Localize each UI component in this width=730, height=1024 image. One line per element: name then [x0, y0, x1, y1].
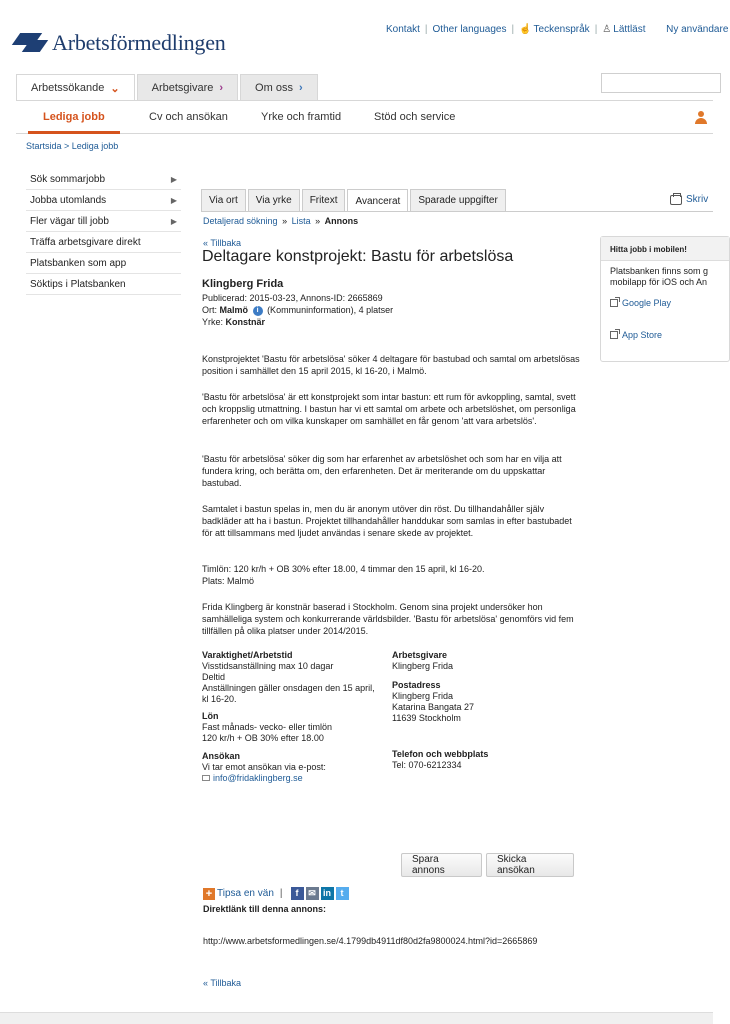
subnav-yrke-och-framtid[interactable]: Yrke och framtid: [261, 111, 342, 123]
sidebar: [26, 169, 181, 295]
arbetsgivare-heading: Arbetsgivare: [392, 650, 448, 660]
ad-paragraph: Samtalet i bastun spelas in, men du är anonym utöver din röst. Du tillhandahåller själv badkläder att ha i bastun. Projektet tillhandahåller handdukar som samlas in efter bastubadet för att tillsammans med ljudet användas i senare skede av projektet.: [202, 504, 572, 538]
chevron-right-icon: ›: [219, 81, 224, 94]
varaktighet-heading: Varaktighet/Arbetstid: [202, 650, 293, 660]
user-icon[interactable]: [695, 111, 707, 124]
chevron-right-icon: ›: [298, 81, 303, 94]
back-link-bottom[interactable]: « Tillbaka: [203, 978, 242, 988]
sidebar-item-jobba-utomlands[interactable]: Jobba utomlands ▶: [26, 190, 181, 211]
tabs-divider: [201, 211, 713, 212]
ad-paragraph: Frida Klingberg är konstnär baserad i Stockholm. Genom sina projekt undersöker hon samhälleliga system och konkurrerande världsbilder. 'Bastu för arbetslösa' genomförs vid fem tillfällen på olika platser under 2014/2015.: [202, 602, 574, 636]
tab-arbetssokande[interactable]: Arbetssökande ⌄: [16, 74, 135, 101]
link-teckensprak[interactable]: Teckenspråk: [533, 24, 590, 35]
sidebar-item-sok-sommarjobb[interactable]: Sök sommarjobb ▶: [26, 169, 181, 190]
lon-heading: Lön: [202, 711, 219, 721]
ad-paragraph: 'Bastu för arbetslösa' söker dig som har erfarenhet av arbetslöshet och som har en vilja att fundera kring, och berätta om, den erfarenheten. Det är meriterande om du uppskattar bastubad.: [202, 454, 562, 488]
employer-name: Klingberg Frida: [202, 278, 284, 290]
tipsa-link[interactable]: Tipsa en vän: [217, 888, 274, 899]
google-play-link[interactable]: Google Play: [610, 298, 671, 308]
sub-navigation: [16, 100, 713, 134]
plus-icon: +: [203, 888, 215, 900]
logo-text: Arbetsförmedlingen: [52, 30, 226, 55]
tab-avancerat[interactable]: Avancerat: [347, 189, 408, 212]
back-link-top[interactable]: « Tillbaka: [203, 238, 242, 248]
search-tabs: [201, 189, 508, 212]
print-button[interactable]: Skriv: [670, 194, 708, 205]
postadress-heading: Postadress: [392, 680, 441, 690]
crumb-annons: Annons: [324, 216, 359, 226]
subnav-stod-och-service[interactable]: Stöd och service: [374, 111, 456, 123]
link-other-languages[interactable]: Other languages: [432, 24, 507, 35]
tab-via-ort[interactable]: Via ort: [201, 189, 246, 211]
ad-details-right: Arbetsgivare Klingberg Frida Postadress Klingberg Frida Katarina Bangata 27 11639 Stockholm Telefon och webbplats Tel: 070-6212334: [392, 650, 582, 771]
linkedin-icon[interactable]: in: [321, 887, 334, 900]
published-info: Publicerad: 2015-03-23, Annons-ID: 2665869: [202, 293, 383, 303]
facebook-icon[interactable]: f: [291, 887, 304, 900]
mobile-box-title: Hitta jobb i mobilen!: [601, 237, 729, 261]
mail-icon: [202, 775, 210, 781]
link-kontakt[interactable]: Kontakt: [386, 24, 420, 35]
subnav-cv-och-ansokan[interactable]: Cv och ansökan: [149, 111, 228, 123]
app-store-link[interactable]: App Store: [610, 330, 662, 340]
ad-meta: Publicerad: 2015-03-23, Annons-ID: 2665869 Ort: Malmö i (Kommuninformation), 4 platser Yrke: Konstnär: [202, 293, 394, 327]
external-link-icon: [610, 331, 618, 339]
arrow-right-icon: ▶: [170, 216, 177, 226]
easy-read-icon: ♙: [602, 24, 612, 35]
ort-value: Malmö: [219, 305, 249, 315]
email-link[interactable]: info@fridaklingberg.se: [213, 773, 303, 783]
tab-fritext[interactable]: Fritext: [302, 189, 346, 211]
direct-link-url[interactable]: http://www.arbetsformedlingen.se/4.1799db4911df80d2fa9800024.html?id=2665869: [203, 936, 538, 946]
crumb-lista[interactable]: Lista: [291, 216, 311, 226]
ad-details-left: Varaktighet/Arbetstid Visstidsanställning max 10 dagar Deltid Anställningen gäller onsdagen den 15 april, kl 16-20. Lön Fast månads- vecko- eller timlön 120 kr/h + OB 30% efter 18.00 Ansökan Vi tar emot ansökan via e-post: info@fridaklingberg.se: [202, 650, 392, 784]
search-input[interactable]: [601, 73, 721, 93]
share-bar: + Tipsa en vän | f ✉ in t: [203, 887, 349, 900]
crumb-detaljerad-sokning[interactable]: Detaljerad sökning: [203, 216, 278, 226]
link-lattlast[interactable]: Lättläst: [613, 24, 646, 35]
arrow-right-icon: ▶: [170, 195, 177, 205]
arrow-right-icon: ▶: [170, 174, 177, 184]
top-links: Kontakt | Other languages | ☝ Teckenspråk | ♙ Lättläst Ny användare: [386, 24, 729, 35]
twitter-icon[interactable]: t: [336, 887, 349, 900]
mobile-app-box: [600, 236, 730, 362]
sidebar-item-fler-vagar[interactable]: Fler vägar till jobb ▶: [26, 211, 181, 232]
sidebar-item-platsbanken-app[interactable]: Platsbanken som app: [26, 253, 181, 274]
ansokan-heading: Ansökan: [202, 751, 241, 761]
search-breadcrumb: Detaljerad sökning » Lista » Annons: [203, 216, 359, 226]
link-ny-anvandare[interactable]: Ny användare: [666, 24, 729, 35]
sidebar-item-soktips[interactable]: Söktips i Platsbanken: [26, 274, 181, 295]
logo-mark-icon: [12, 33, 46, 53]
ad-paragraph: Plats: Malmö: [202, 576, 255, 586]
sidebar-item-traffa-arbetsgivare[interactable]: Träffa arbetsgivare direkt: [26, 232, 181, 253]
telefon-heading: Telefon och webbplats: [392, 749, 489, 759]
chevron-down-icon: ⌄: [110, 82, 120, 95]
save-ad-button[interactable]: Spara annons: [401, 853, 482, 877]
tab-sparade-uppgifter[interactable]: Sparade uppgifter: [410, 189, 506, 211]
logo[interactable]: [12, 30, 226, 56]
ad-paragraph: Konstprojektet 'Bastu för arbetslösa' söker 4 deltagare för bastubad och samtal om arbetslösas position i samhället den 15 april 2015, kl 16-20, i Malmö.: [202, 354, 580, 376]
ad-paragraph: 'Bastu för arbetslösa' är ett konstprojekt som intar bastun: ett rum för avkoppling, samtal, svett och kroppslig utmattning. I bastun har vi ett samtal om arbete och arbetslöshet, om personliga erfarenheter och om vilka kunskaper om samhället en får genom 'att vara arbetslös'.: [202, 392, 576, 426]
ad-paragraph: Timlön: 120 kr/h + OB 30% efter 18.00, 4 timmar den 15 april, kl 16-20.: [202, 564, 485, 574]
breadcrumb[interactable]: Startsida > Lediga jobb: [26, 141, 119, 151]
direct-link-label: Direktlänk till denna annons:: [203, 904, 327, 914]
page-title: Deltagare konstprojekt: Bastu för arbetslösa: [202, 248, 514, 265]
send-application-button[interactable]: Skicka ansökan: [486, 853, 574, 877]
tab-om-oss[interactable]: Om oss ›: [240, 74, 318, 100]
tab-via-yrke[interactable]: Via yrke: [248, 189, 300, 211]
info-icon[interactable]: i: [253, 306, 263, 316]
mobile-box-text: Platsbanken finns som g mobilapp för iOS och An: [610, 266, 709, 287]
printer-icon: [670, 195, 682, 205]
footer-bar: [0, 1012, 713, 1024]
email-share-icon[interactable]: ✉: [306, 887, 319, 900]
tab-arbetsgivare[interactable]: Arbetsgivare ›: [137, 74, 238, 100]
sign-language-icon: ☝: [519, 24, 532, 35]
yrke-value: Konstnär: [225, 317, 266, 327]
main-tabs: [16, 74, 320, 101]
external-link-icon: [610, 299, 618, 307]
subnav-lediga-jobb[interactable]: Lediga jobb: [43, 101, 105, 134]
